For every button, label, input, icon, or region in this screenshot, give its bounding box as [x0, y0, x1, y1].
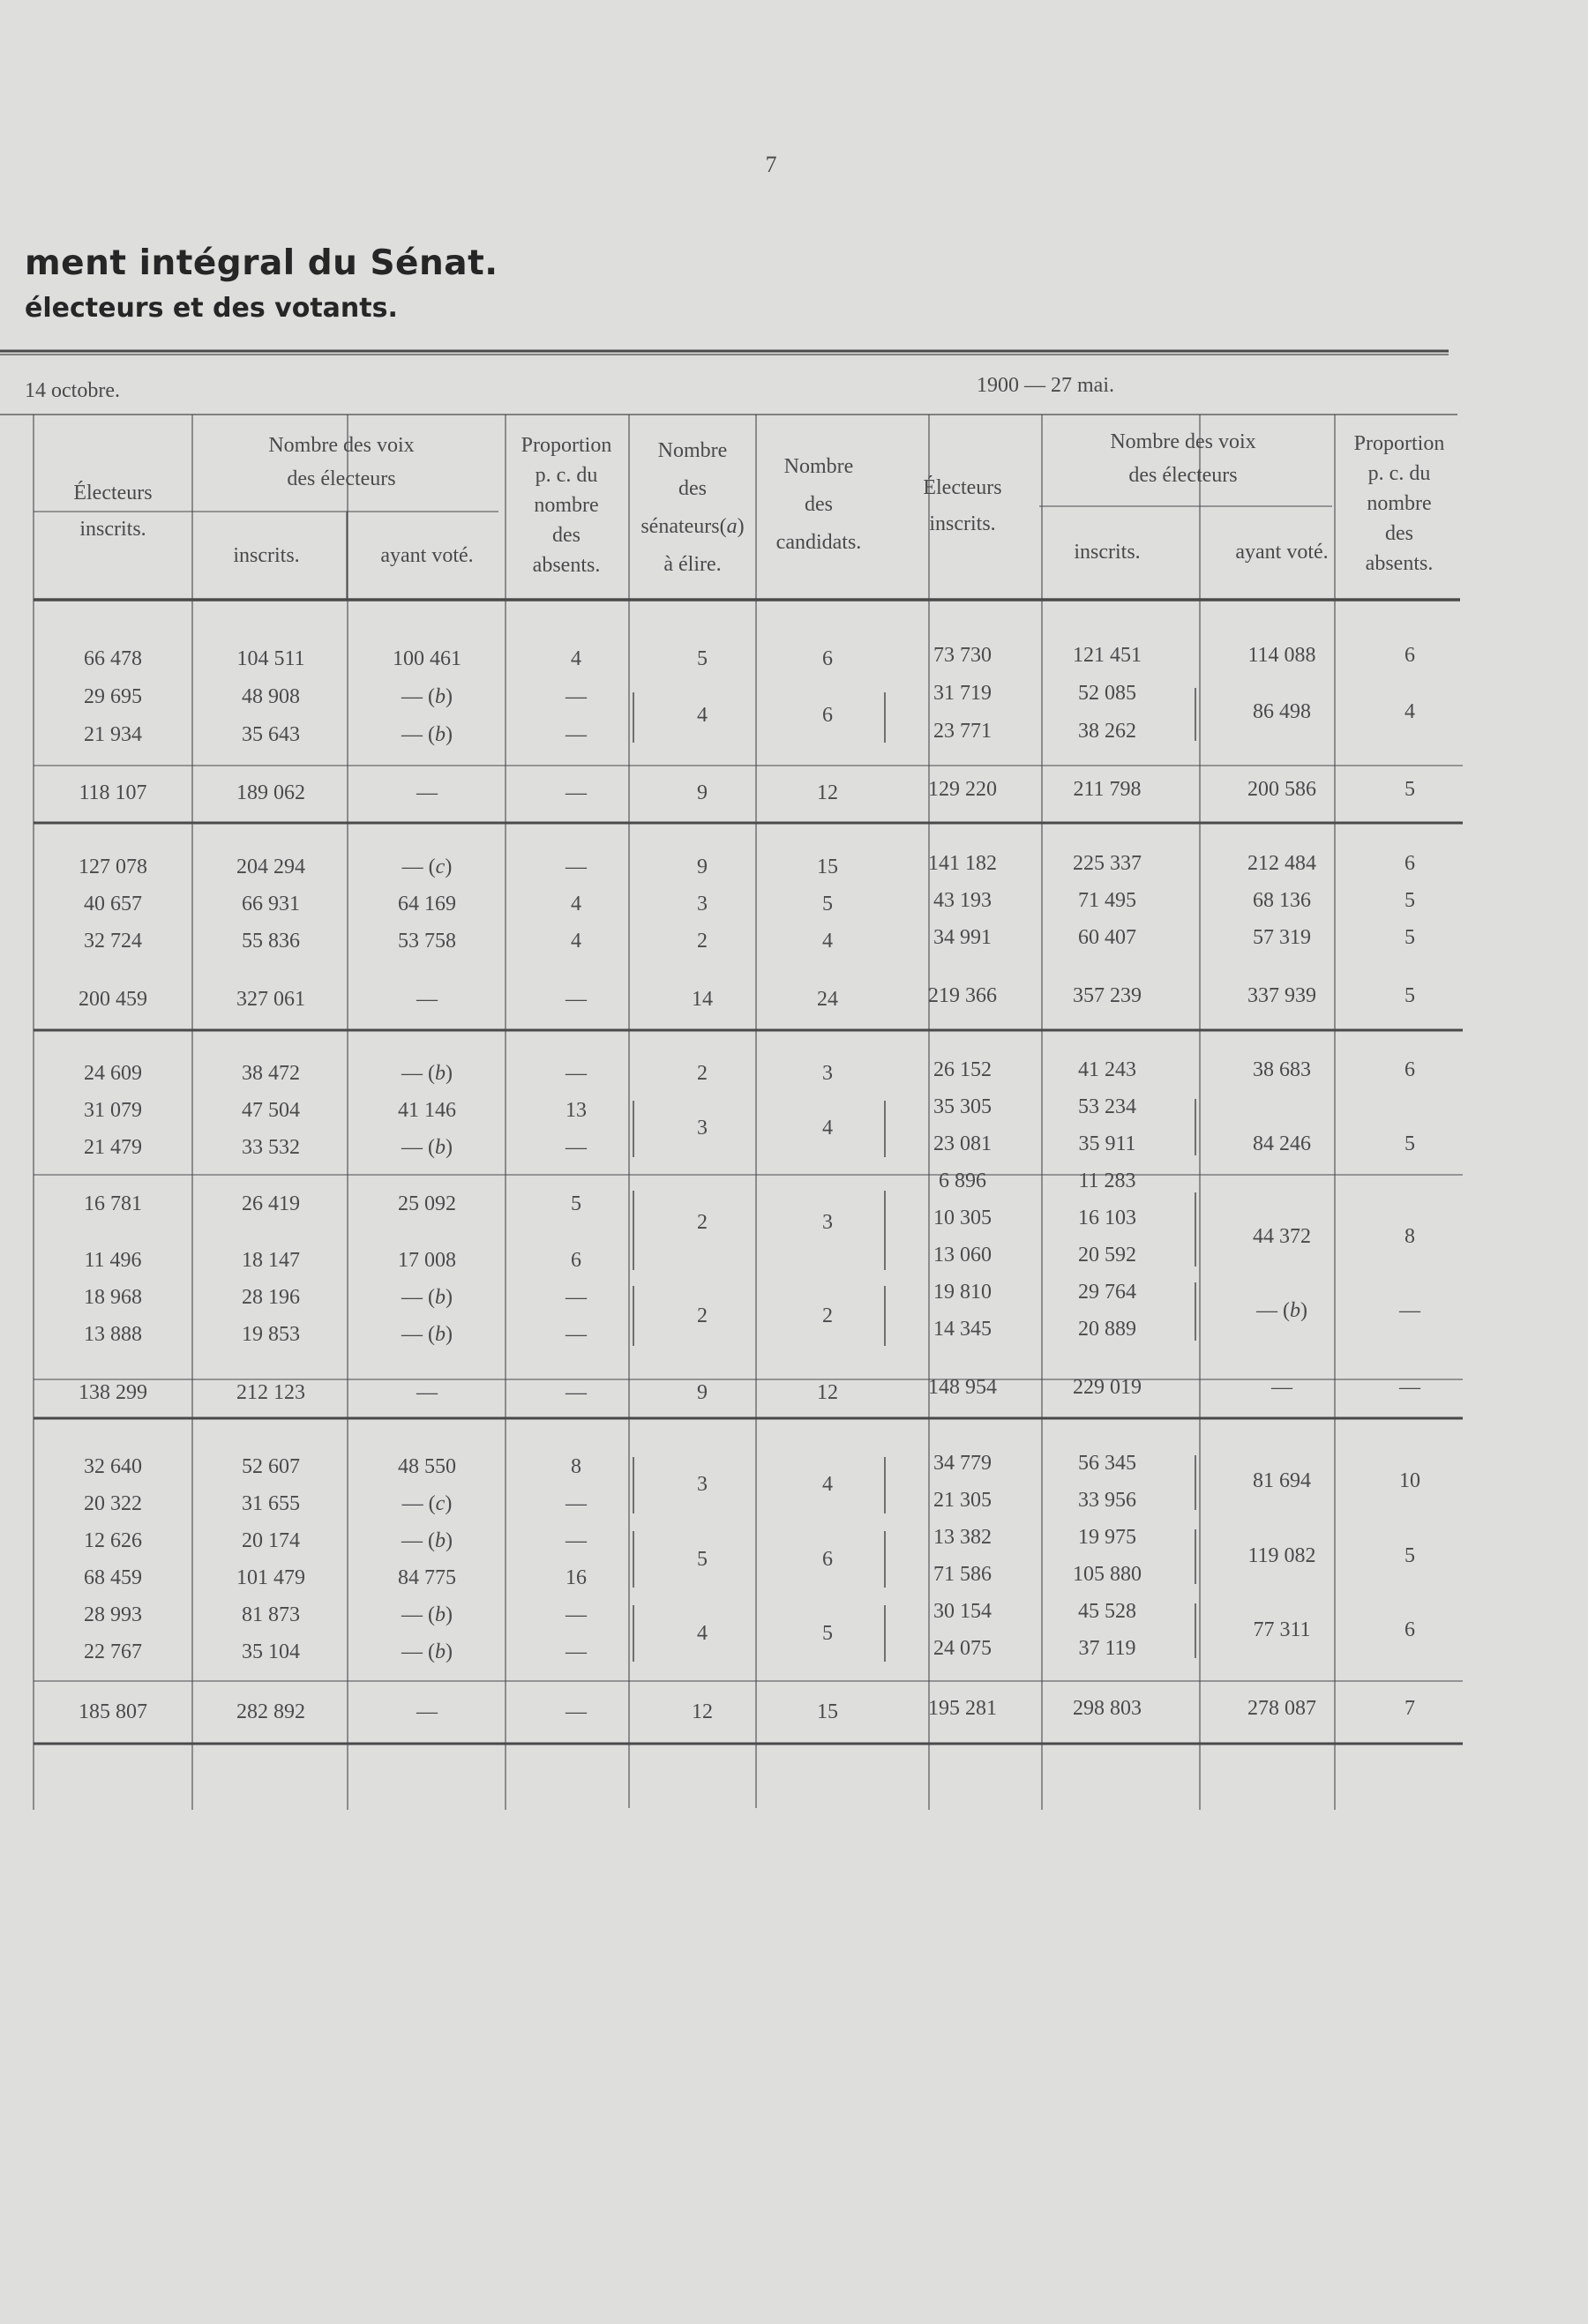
right-votants-cell: 57 319	[1253, 926, 1311, 949]
right-votants-cell: 200 586	[1247, 778, 1316, 801]
right-inscrits-cell: 29 764	[1078, 1281, 1136, 1304]
candidats-cell: 12	[817, 1381, 838, 1404]
page-title: ment intégral du Sénat.	[25, 243, 498, 283]
header-nombre-voix-right: Nombre des voix	[1110, 430, 1256, 453]
candidats-cell: 3	[822, 1211, 833, 1234]
left-cell: 48 908	[242, 685, 300, 708]
senateurs-cell: 2	[697, 930, 708, 953]
right-votants-cell: 38 683	[1253, 1058, 1311, 1081]
right-electeurs-cell: 23 771	[933, 720, 992, 743]
left-cell: —	[566, 1286, 587, 1309]
senateurs-cell: 12	[692, 1700, 713, 1723]
left-cell: —	[566, 1529, 587, 1552]
left-cell: 100 461	[393, 647, 461, 670]
candidats-cell: 4	[822, 1117, 833, 1140]
left-cell: —	[566, 1136, 587, 1159]
right-electeurs-cell: 21 305	[933, 1489, 992, 1512]
right-electeurs-cell: 195 281	[928, 1697, 997, 1720]
right-electeurs-cell: 30 154	[933, 1600, 992, 1623]
right-proportion-cell: 5	[1404, 1132, 1415, 1155]
candidats-cell: 4	[822, 930, 833, 953]
left-cell: 31 655	[242, 1492, 300, 1515]
left-cell: 21 934	[84, 723, 142, 746]
left-cell: 11 496	[84, 1249, 142, 1272]
left-cell: — (b)	[401, 723, 453, 746]
right-electeurs-cell: 219 366	[928, 984, 997, 1007]
header-nombre-voix: Nombre des voix	[268, 434, 415, 457]
right-inscrits-cell: 298 803	[1073, 1697, 1142, 1720]
left-cell: — (b)	[401, 1603, 453, 1626]
left-cell: 327 061	[236, 988, 305, 1011]
candidats-cell: 5	[822, 1622, 833, 1645]
left-cell: —	[566, 988, 587, 1011]
left-cell: 6	[571, 1249, 581, 1272]
right-electeurs-cell: 14 345	[933, 1318, 992, 1341]
left-cell: 55 836	[242, 930, 300, 953]
senateurs-cell: 9	[697, 856, 708, 878]
right-proportion-cell: 5	[1404, 889, 1415, 912]
right-inscrits-cell: 38 262	[1078, 720, 1136, 743]
left-cell: 28 196	[242, 1286, 300, 1309]
right-inscrits-cell: 121 451	[1073, 644, 1142, 667]
left-cell: 12 626	[84, 1529, 142, 1552]
right-electeurs-cell: 6 896	[939, 1169, 986, 1192]
header-proportion: des	[552, 524, 581, 547]
right-proportion-cell: 6	[1404, 1058, 1415, 1081]
header-proportion: p. c. du	[535, 464, 598, 487]
left-cell: — (b)	[401, 1323, 453, 1346]
senateurs-cell: 5	[697, 647, 708, 670]
right-electeurs-cell: 34 779	[933, 1452, 992, 1475]
right-electeurs-cell: 24 075	[933, 1637, 992, 1660]
left-cell: 21 479	[84, 1136, 142, 1159]
right-proportion-cell: 5	[1404, 926, 1415, 949]
right-inscrits-cell: 56 345	[1078, 1452, 1136, 1475]
left-cell: 31 079	[84, 1099, 142, 1122]
right-votants-cell: 119 082	[1247, 1544, 1316, 1567]
senateurs-cell: 3	[697, 1117, 708, 1140]
left-cell: 84 775	[398, 1566, 456, 1589]
right-proportion-cell: 5	[1404, 778, 1415, 801]
left-cell: 33 532	[242, 1136, 300, 1159]
right-inscrits-cell: 105 880	[1073, 1563, 1142, 1586]
page-number: 7	[765, 152, 777, 177]
senateurs-cell: 9	[697, 1381, 708, 1404]
left-cell: 48 550	[398, 1455, 456, 1478]
left-cell: 68 459	[84, 1566, 142, 1589]
candidats-cell: 3	[822, 1062, 833, 1085]
header-nombre-senateurs: sénateurs(a)	[640, 515, 745, 538]
left-cell: —	[566, 1381, 587, 1404]
left-cell: 29 695	[84, 685, 142, 708]
left-cell: —	[566, 685, 587, 708]
right-inscrits-cell: 33 956	[1078, 1489, 1136, 1512]
left-cell: 4	[571, 930, 581, 953]
right-votants-cell: 278 087	[1247, 1697, 1316, 1720]
senateurs-cell: 2	[697, 1062, 708, 1085]
left-cell: 66 931	[242, 893, 300, 915]
header-nombre-senateurs: des	[678, 477, 707, 500]
right-inscrits-cell: 41 243	[1078, 1058, 1136, 1081]
right-inscrits-cell: 35 911	[1078, 1132, 1136, 1155]
right-votants-cell: 84 246	[1253, 1132, 1311, 1155]
left-cell: 13	[566, 1099, 587, 1122]
left-cell: 8	[571, 1455, 581, 1478]
left-cell: 19 853	[242, 1323, 300, 1346]
candidats-cell: 4	[822, 1473, 833, 1496]
right-electeurs-cell: 26 152	[933, 1058, 992, 1081]
right-electeurs-cell: 34 991	[933, 926, 992, 949]
right-inscrits-cell: 225 337	[1073, 852, 1142, 875]
right-proportion-cell: 6	[1404, 852, 1415, 875]
header-electeurs-inscrits: inscrits.	[79, 518, 146, 541]
right-votants-cell: — (b)	[1256, 1299, 1307, 1322]
left-cell: 35 104	[242, 1640, 300, 1663]
right-electeurs-cell: 141 182	[928, 852, 997, 875]
right-proportion-cell: —	[1399, 1299, 1420, 1322]
header-proportion-right: absents.	[1365, 552, 1434, 575]
left-cell: — (c)	[401, 856, 453, 878]
left-cell: 28 993	[84, 1603, 142, 1626]
right-electeurs-cell: 31 719	[933, 682, 992, 705]
right-inscrits-cell: 71 495	[1078, 889, 1136, 912]
left-cell: 13 888	[84, 1323, 142, 1346]
left-cell: 185 807	[79, 1700, 147, 1723]
right-inscrits-cell: 16 103	[1078, 1207, 1136, 1229]
left-cell: 40 657	[84, 893, 142, 915]
left-cell: 32 724	[84, 930, 142, 953]
left-cell: — (b)	[401, 1640, 453, 1663]
header-electeurs-inscrits-right: inscrits.	[929, 512, 996, 535]
left-cell: 81 873	[242, 1603, 300, 1626]
header-proportion-right: p. c. du	[1367, 462, 1431, 485]
left-cell: 204 294	[236, 856, 305, 878]
candidats-cell: 6	[822, 1548, 833, 1571]
header-electeurs-inscrits: Électeurs	[73, 482, 153, 504]
senateurs-cell: 4	[697, 1622, 708, 1645]
header-nombre-senateurs: à élire.	[663, 553, 722, 576]
left-cell: 52 607	[242, 1455, 300, 1478]
left-cell: 118 107	[79, 781, 147, 804]
left-cell: 4	[571, 647, 581, 670]
left-cell: 53 758	[398, 930, 456, 953]
right-electeurs-cell: 129 220	[928, 778, 997, 801]
table-rules	[0, 351, 1463, 1810]
header-nombre-voix: des électeurs	[287, 467, 396, 490]
senateurs-cell: 14	[692, 988, 713, 1011]
left-cell: —	[566, 1700, 587, 1723]
right-electeurs-cell: 19 810	[933, 1281, 992, 1304]
right-inscrits-cell: 60 407	[1078, 926, 1136, 949]
left-cell: — (b)	[401, 1062, 453, 1085]
right-inscrits-cell: 11 283	[1078, 1169, 1136, 1192]
left-cell: — (b)	[401, 1136, 453, 1159]
senateurs-cell: 4	[697, 704, 708, 727]
left-cell: — (b)	[401, 1529, 453, 1552]
right-inscrits-cell: 357 239	[1073, 984, 1142, 1007]
table-cells	[25, 374, 1444, 1723]
candidats-cell: 15	[817, 856, 838, 878]
left-cell: 16	[566, 1566, 587, 1589]
left-cell: 32 640	[84, 1455, 142, 1478]
right-electeurs-cell: 13 382	[933, 1526, 992, 1549]
left-cell: —	[566, 1640, 587, 1663]
header-electeurs-inscrits-right: Électeurs	[923, 476, 1002, 499]
header-nombre-candidats: des	[805, 493, 833, 516]
right-electeurs-cell: 10 305	[933, 1207, 992, 1229]
header-nombre-candidats: Nombre	[783, 455, 854, 478]
header-proportion-right: des	[1385, 522, 1413, 545]
right-inscrits-cell: 45 528	[1078, 1600, 1136, 1623]
candidats-cell: 6	[822, 704, 833, 727]
right-electeurs-cell: 43 193	[933, 889, 992, 912]
left-cell: —	[566, 1062, 587, 1085]
right-votants-cell: 81 694	[1253, 1469, 1311, 1492]
left-cell: 41 146	[398, 1099, 456, 1122]
left-cell: 5	[571, 1192, 581, 1215]
header-nombre-senateurs: Nombre	[657, 439, 728, 462]
right-votants-cell: 68 136	[1253, 889, 1311, 912]
right-proportion-cell: 6	[1404, 644, 1415, 667]
left-cell: 212 123	[236, 1381, 305, 1404]
senateurs-cell: 9	[697, 781, 708, 804]
candidats-cell: 15	[817, 1700, 838, 1723]
left-cell: —	[416, 781, 438, 804]
header-proportion-right: nombre	[1367, 492, 1432, 515]
header-nombre-voix-right: des électeurs	[1128, 464, 1238, 487]
left-cell: — (b)	[401, 1286, 453, 1309]
left-cell: 200 459	[79, 988, 147, 1011]
right-electeurs-cell: 13 060	[933, 1244, 992, 1267]
header-proportion-right: Proportion	[1353, 432, 1445, 455]
header-nombre-candidats: candidats.	[775, 531, 862, 554]
senateurs-cell: 2	[697, 1211, 708, 1234]
left-cell: 20 174	[242, 1529, 300, 1552]
candidats-cell: 12	[817, 781, 838, 804]
right-proportion-cell: 5	[1404, 984, 1415, 1007]
left-cell: 24 609	[84, 1062, 142, 1085]
right-votants-cell: 337 939	[1247, 984, 1316, 1007]
senateurs-cell: 2	[697, 1304, 708, 1327]
right-inscrits-cell: 211 798	[1073, 778, 1142, 801]
candidats-cell: 5	[822, 893, 833, 915]
candidats-cell: 24	[817, 988, 838, 1011]
right-electeurs-cell: 73 730	[933, 644, 992, 667]
left-cell: —	[416, 988, 438, 1011]
left-cell: 17 008	[398, 1249, 456, 1272]
left-cell: 16 781	[84, 1192, 142, 1215]
left-cell: 127 078	[79, 856, 147, 878]
right-proportion-cell: 10	[1399, 1469, 1420, 1492]
right-votants-cell: —	[1271, 1376, 1292, 1399]
left-cell: 282 892	[236, 1700, 305, 1723]
left-cell: 101 479	[236, 1566, 305, 1589]
left-cell: —	[566, 1323, 587, 1346]
left-cell: —	[416, 1381, 438, 1404]
left-cell: 35 643	[242, 723, 300, 746]
left-cell: —	[566, 1603, 587, 1626]
right-votants-cell: 114 088	[1247, 644, 1316, 667]
right-electeurs-cell: 148 954	[928, 1376, 997, 1399]
header-ayant-vote: ayant voté.	[380, 544, 474, 567]
right-electeurs-cell: 23 081	[933, 1132, 992, 1155]
header-inscrits: inscrits.	[233, 544, 300, 567]
left-cell: 20 322	[84, 1492, 142, 1515]
section-date-left: 14 octobre.	[25, 379, 120, 402]
left-cell: 25 092	[398, 1192, 456, 1215]
left-cell: —	[566, 856, 587, 878]
left-cell: —	[416, 1700, 438, 1723]
right-proportion-cell: 8	[1404, 1225, 1415, 1248]
left-cell: 138 299	[79, 1381, 147, 1404]
left-cell: — (c)	[401, 1492, 453, 1515]
right-inscrits-cell: 19 975	[1078, 1526, 1136, 1549]
right-electeurs-cell: 35 305	[933, 1095, 992, 1118]
right-proportion-cell: 5	[1404, 1544, 1415, 1567]
right-proportion-cell: 7	[1404, 1697, 1415, 1720]
left-cell: —	[566, 1492, 587, 1515]
senateurs-cell: 5	[697, 1548, 708, 1571]
right-votants-cell: 44 372	[1253, 1225, 1311, 1248]
right-votants-cell: 212 484	[1247, 852, 1316, 875]
right-proportion-cell: 6	[1404, 1618, 1415, 1641]
section-date-right: 1900 — 27 mai.	[977, 374, 1114, 397]
left-cell: 47 504	[242, 1099, 300, 1122]
right-inscrits-cell: 20 592	[1078, 1244, 1136, 1267]
left-cell: 18 147	[242, 1249, 300, 1272]
header-ayant-vote-right: ayant voté.	[1235, 541, 1329, 564]
candidats-cell: 2	[822, 1304, 833, 1327]
left-cell: 64 169	[398, 893, 456, 915]
left-cell: 189 062	[236, 781, 305, 804]
right-votants-cell: 86 498	[1253, 700, 1311, 723]
left-cell: 4	[571, 893, 581, 915]
header-inscrits-right: inscrits.	[1074, 541, 1141, 564]
right-proportion-cell: —	[1399, 1376, 1420, 1399]
header-proportion: nombre	[534, 494, 599, 517]
senateurs-cell: 3	[697, 1473, 708, 1496]
right-proportion-cell: 4	[1404, 700, 1415, 723]
header-proportion: absents.	[532, 554, 601, 577]
left-cell: 26 419	[242, 1192, 300, 1215]
left-cell: —	[566, 781, 587, 804]
left-cell: 18 968	[84, 1286, 142, 1309]
left-cell: 104 511	[236, 647, 305, 670]
page-subtitle: électeurs et des votants.	[25, 293, 398, 324]
right-inscrits-cell: 52 085	[1078, 682, 1136, 705]
right-inscrits-cell: 53 234	[1078, 1095, 1136, 1118]
right-votants-cell: 77 311	[1253, 1618, 1311, 1641]
left-cell: — (b)	[401, 685, 453, 708]
right-inscrits-cell: 229 019	[1073, 1376, 1142, 1399]
right-inscrits-cell: 20 889	[1078, 1318, 1136, 1341]
left-cell: 38 472	[242, 1062, 300, 1085]
right-electeurs-cell: 71 586	[933, 1563, 992, 1586]
left-cell: 22 767	[84, 1640, 142, 1663]
right-inscrits-cell: 37 119	[1078, 1637, 1136, 1660]
left-cell: —	[566, 723, 587, 746]
header-proportion: Proportion	[521, 434, 612, 457]
left-cell: 66 478	[84, 647, 142, 670]
senateurs-cell: 3	[697, 893, 708, 915]
candidats-cell: 6	[822, 647, 833, 670]
